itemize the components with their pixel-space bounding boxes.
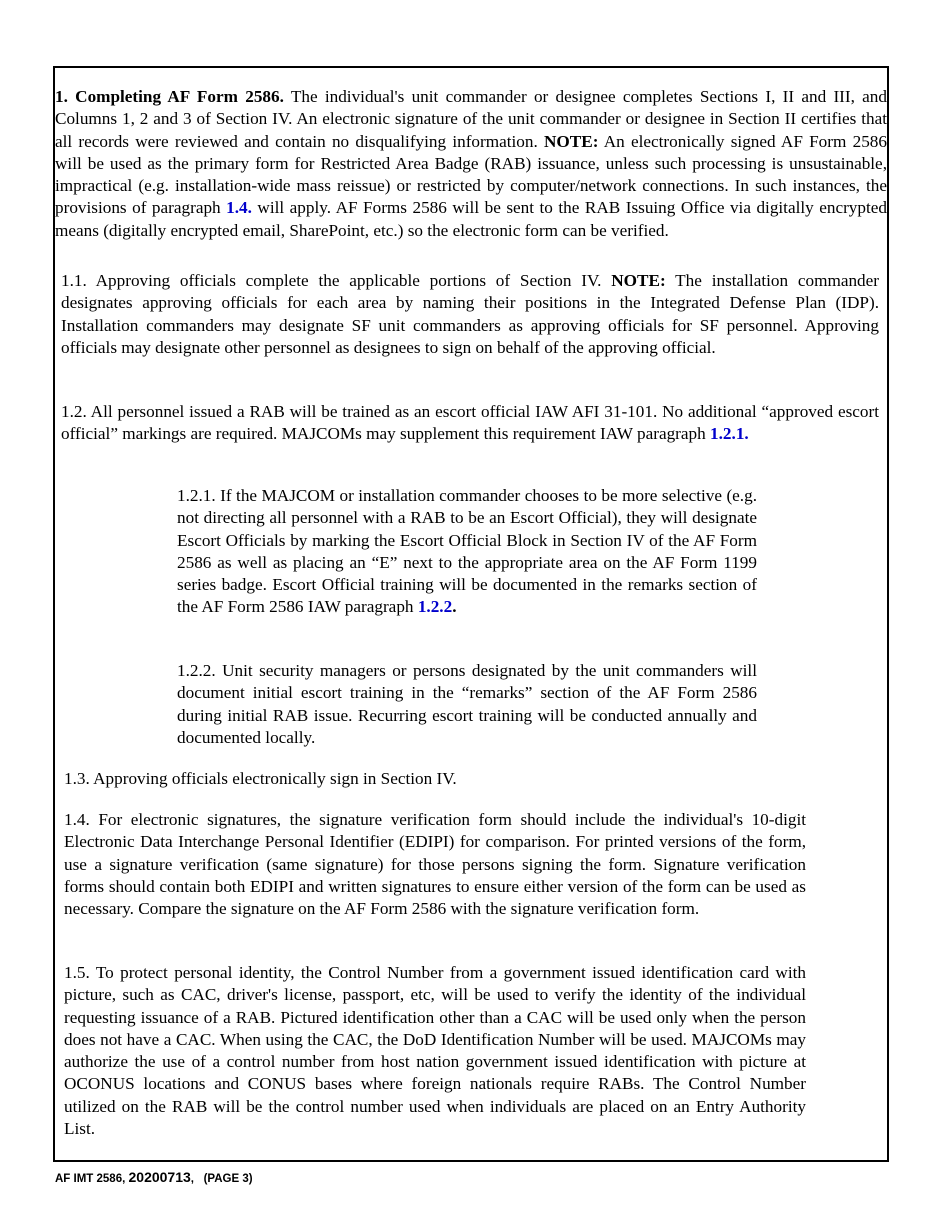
footer-page: , (PAGE 3): [190, 1173, 253, 1185]
section-1-paragraph: 1. Completing AF Form 2586. The individual's unit commander or designee completes Sections I, II and III, and Columns 1, 2 and 3 of Section IV. An electronic signature of the unit commander or designee in Section II certifies that all records were reviewed and contain no disqualifying information. NOTE: An electronically signed AF Form 2586 will be used as the primary form for Restricted Area Badge (RAB) issuance, unless such processing is unsustainable, impractical (e.g. installation-wide mass reissue) or restricted by computer/network connections. In such instances, the provisions of paragraph 1.4. will apply. AF Forms 2586 will be sent to the RAB Issuing Office via digitally encrypted means (digitally encrypted email, SharePoint, etc.) so the electronic form can be verified.: [55, 87, 887, 240]
note-label: NOTE:: [544, 131, 599, 151]
footer-date: 20200713: [128, 1169, 191, 1185]
paragraph-1-2: 1.2. All personnel issued a RAB will be trained as an escort official IAW AFI 31-101. No additional “approved escort official” markings are required. MAJCOMs may supplement this requirement IAW paragraph 1.2.1.: [61, 402, 879, 444]
paragraph-1-4-link[interactable]: 1.4.: [226, 198, 252, 218]
paragraph-1-2-1-link[interactable]: 1.2.1: [710, 424, 745, 444]
paragraph-1-3: 1.3. Approving officials electronically sign in Section IV.: [64, 769, 457, 788]
paragraph-1-2-2-link[interactable]: 1.2.2: [417, 597, 453, 617]
note-label: NOTE:: [611, 271, 666, 290]
paragraph-1-4: 1.4. For electronic signatures, the signature verification form should include the individual's 10-digit Electronic Data Interchange Personal Identifier (EDIPI) for comparison. For printed versions of the form, use a signature verification (same signature) for those persons signing the form. Signature verification forms should contain both EDIPI and written signatures to ensure either version of the form can be used as necessary. Compare the signature on the AF Form 2586 with the signature verification form.: [64, 810, 806, 919]
paragraph-1-2-2: 1.2.2. Unit security managers or persons designated by the unit commanders will document initial escort training in the “remarks” section of the AF Form 2586 during initial RAB issue. Recurring escort training will be conducted annually and documented locally.: [177, 661, 757, 747]
footer-form-id: AF IMT 2586,: [55, 1173, 129, 1185]
paragraph-1-2-1: 1.2.1. If the MAJCOM or installation commander chooses to be more selective (e.g. not directing all personnel with a RAB to be an Escort Official), they will designate Escort Officials by marking the Escort Official Block in Section IV of the AF Form 2586 as well as placing an “E” next to the appropriate area on the AF Form 1199 series badge. Escort Official training will be documented in the remarks section of the AF Form 2586 IAW paragraph 1.2.2.: [177, 486, 757, 617]
section-1-heading: 1. Completing AF Form 2586.: [55, 87, 284, 106]
paragraph-1-5: 1.5. To protect personal identity, the Control Number from a government issued identification card with picture, such as CAC, driver's license, passport, etc, will be used to verify the identity of the individual requesting issuance of a RAB. Pictured identification other than a CAC will be used only when the person does not have a CAC. When using the CAC, the DoD Identification Number will be used. MAJCOMs may authorize the use of a control number from host nation government issued identification with picture at OCONUS locations and CONUS bases where foreign nationals require RABs. The Control Number utilized on the RAB will be the control number used when individuals are placed on an Entry Authority List.: [64, 963, 806, 1139]
paragraph-1-1: 1.1. Approving officials complete the applicable portions of Section IV. NOTE: The installation commander designates approving officials for each area by naming their positions in the Integrated Defense Plan (IDP). Installation commanders may designate SF unit commanders as approving officials for SF personnel. Approving officials may designate other personnel as designees to sign on behalf of the approving official.: [61, 271, 879, 357]
form-footer: [55, 1169, 253, 1185]
